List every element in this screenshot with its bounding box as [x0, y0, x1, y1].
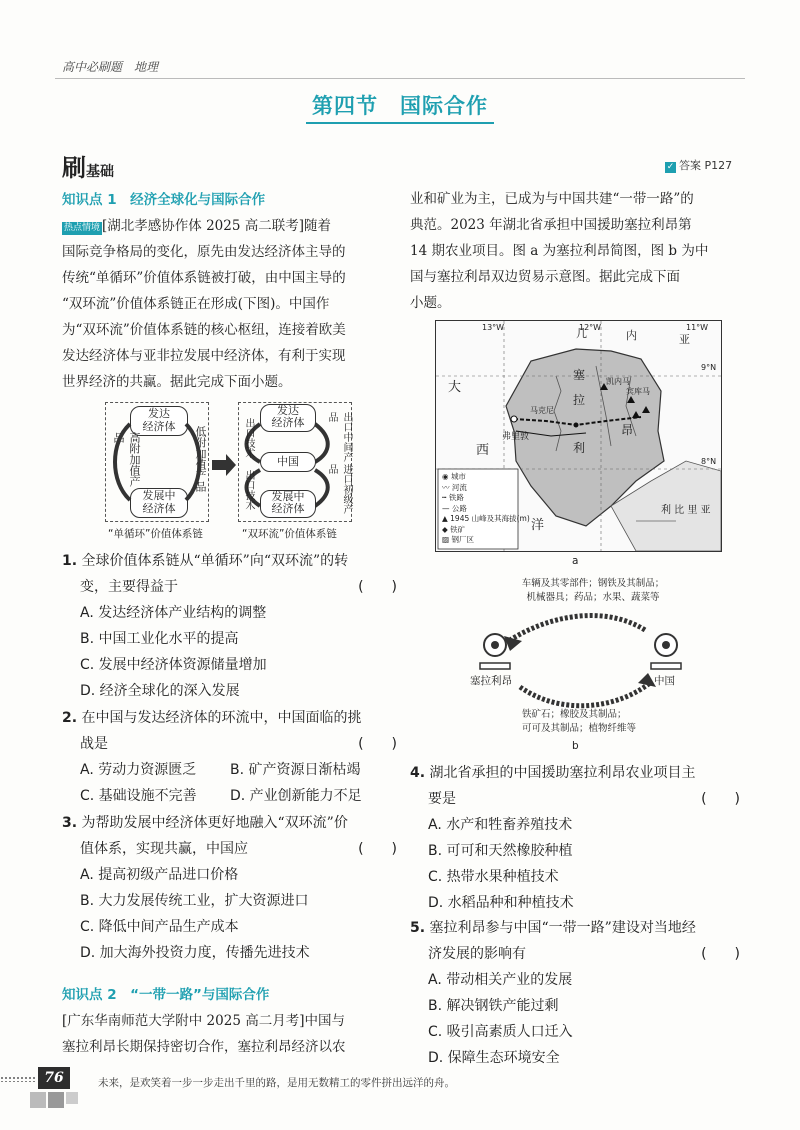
label-lon-13: 13°W	[482, 323, 505, 332]
context-2-left	[62, 1008, 397, 1060]
brand-label	[62, 148, 114, 183]
question-text: 济发展的影响有	[428, 946, 526, 962]
hot-context-tag: 热点情境	[64, 223, 101, 233]
label-guinea-1: 几	[576, 327, 587, 340]
label-low-value: 低附加值产品	[194, 426, 207, 492]
legend-iron: 铁矿	[450, 524, 466, 534]
option-d[interactable]: D. 经济全球化的深入发展	[80, 683, 240, 699]
question-2	[62, 705, 397, 757]
option-b[interactable]: B. 可可和天然橡胶种植	[428, 843, 573, 859]
label-bonthe: 宾库马	[626, 387, 650, 396]
question-4	[410, 760, 740, 812]
arrow-cn-to-sl	[510, 616, 645, 640]
brand-small: 基础	[86, 164, 114, 180]
footer-square	[48, 1092, 64, 1108]
label-lon-12: 12°W	[579, 323, 602, 332]
context-line: “双环流”价值体系链正在形成(下图)。中国作	[62, 296, 330, 312]
legend-steel: 钢厂区	[451, 535, 474, 544]
question-number: 4.	[410, 765, 426, 781]
goods-line: 铁矿石；橡胶及其制品；	[522, 709, 627, 720]
question-number: 2.	[62, 710, 78, 726]
label-makeni: 马克尼	[530, 406, 554, 415]
option-b[interactable]: B. 矿产资源日渐枯竭	[230, 762, 361, 778]
label-guinea-2: 内	[626, 329, 637, 342]
node-developed: 发达 经济体	[130, 406, 188, 436]
context-line: 发达经济体与亚非拉发展中经济体，有利于实现	[62, 348, 346, 364]
arrow-right-loop	[186, 424, 200, 500]
label-freetown: 弗里敦	[502, 432, 530, 442]
question-text: 湖北省承担的中国援助塞拉利昂农业项目主	[429, 765, 696, 781]
question-text: 变，主要得益于	[80, 579, 178, 595]
legend-city: 城市	[450, 472, 466, 481]
question-text: 值体系，实现共赢，中国应	[80, 841, 248, 857]
label-kenema: 凯内马	[606, 377, 630, 386]
answer-blank[interactable]: ( )	[358, 736, 397, 752]
legend-rail: 铁路	[448, 493, 464, 502]
q1-options	[80, 600, 267, 704]
label-lat-9: 9°N	[701, 363, 717, 372]
question-text: 为帮助发展中经济体更好地融入“双环流”价	[81, 815, 348, 831]
context-2-right	[410, 186, 745, 316]
page-number: 76	[38, 1067, 70, 1089]
value-chain-diagram	[100, 402, 355, 542]
context-line: 业和矿业为主，已成为与中国共建“一带一路”的	[410, 191, 694, 207]
node-sierra-leone: 塞拉利昂	[470, 675, 512, 687]
question-text: 在中国与发达经济体的环流中，中国面临的挑	[81, 710, 362, 726]
trade-diagram	[430, 575, 730, 745]
node-developing: 发展中 经济体	[130, 488, 188, 518]
option-c[interactable]: C. 热带水果种植技术	[428, 869, 559, 885]
footer-dots	[0, 1076, 36, 1082]
legend-road: 公路	[451, 503, 467, 513]
arrow-sl-to-cn	[520, 683, 650, 706]
option-c[interactable]: C. 降低中间产品生产成本	[80, 919, 239, 935]
context-line: 国与塞拉利昂双边贸易示意图。据此完成下面	[410, 269, 680, 285]
check-icon: ✓	[666, 162, 675, 172]
question-number: 3.	[62, 815, 78, 831]
arrow-left-loop	[115, 424, 130, 500]
option-d[interactable]: D. 水稻品种和种植技术	[428, 895, 574, 911]
option-a[interactable]: A. 劳动力资源匮乏	[80, 762, 197, 778]
section-title: 第四节 国际合作	[306, 90, 494, 124]
knowledge-point-1: 知识点 1 经济全球化与国际合作	[62, 192, 266, 208]
option-b[interactable]: B. 大力发展传统工业，扩大资源进口	[80, 893, 309, 909]
option-c[interactable]: C. 吸引高素质人口迁入	[428, 1024, 573, 1040]
label-import-primary: 进口初级产品	[326, 464, 352, 514]
question-number: 5.	[410, 920, 426, 936]
context-line: 塞拉利昂长期保持密切合作，塞拉利昂经济以农	[62, 1039, 346, 1055]
label-atlantic-2: 西	[476, 443, 490, 458]
context-line: 小题。	[410, 295, 451, 311]
knowledge-point-2: 知识点 2 “一带一路”与国际合作	[62, 987, 270, 1003]
context-line: 典范。2023 年湖北省承担中国援助塞拉利昂第	[410, 217, 692, 233]
q4-options	[428, 812, 574, 916]
q3-options	[80, 862, 310, 966]
label-sl-2: 拉	[573, 393, 586, 407]
option-a[interactable]: A. 发达经济体产业结构的调整	[80, 605, 267, 621]
question-text: 塞拉利昂参与中国“一带一路”建设对当地经	[429, 920, 696, 936]
context-line: [湖北孝感协作体 2025 高二联考]随着	[102, 218, 331, 234]
running-header: 高中必刷题 地理	[62, 60, 159, 74]
q5-options	[428, 967, 573, 1071]
answer-blank[interactable]: ( )	[358, 579, 397, 595]
option-a[interactable]: A. 提高初级产品进口价格	[80, 867, 239, 883]
option-c[interactable]: C. 发展中经济体资源储量增加	[80, 657, 267, 673]
context-line: 传统“单循环”价值体系链被打破，由中国主导的	[62, 270, 346, 286]
label-sl-4: 昂	[621, 423, 634, 437]
legend-peak: 1945 山峰及其海拔(m)	[450, 514, 530, 523]
footer-square	[66, 1092, 78, 1104]
answer-blank[interactable]: ( )	[701, 946, 740, 962]
label-atlantic-1: 大	[448, 380, 462, 395]
node-developed-2: 发达 经济体	[260, 404, 316, 432]
transition-arrow	[212, 454, 236, 476]
context-line: 国际竞争格局的变化，原先由发达经济体主导的	[62, 244, 346, 260]
option-a[interactable]: A. 带动相关产业的发展	[428, 972, 573, 988]
label-high-value: 高附加值产品	[112, 432, 141, 487]
header-divider	[55, 78, 745, 79]
exports-to-cn	[522, 708, 636, 736]
label-sl-1: 塞	[573, 368, 586, 382]
option-a[interactable]: A. 水产和牲畜养殖技术	[428, 817, 573, 833]
option-b[interactable]: B. 解决钢铁产能过剩	[428, 998, 559, 1014]
option-d[interactable]: D. 产业创新能力不足	[230, 788, 362, 804]
footer-motto: 未来，是欢笑着一步一步走出千里的路，是用无数精工的零件拼出远洋的舟。	[98, 1077, 455, 1089]
goods-line: 车辆及其零部件；钢铁及其制品；	[521, 578, 665, 589]
option-d[interactable]: D. 加大海外投资力度，传播先进技术	[80, 945, 310, 961]
trade-caption: b	[572, 740, 579, 752]
goods-line: 机械器具；药品；水果、蔬菜等	[526, 592, 660, 603]
map-caption: a	[572, 555, 579, 567]
context-1	[62, 213, 397, 395]
footer-square	[30, 1092, 46, 1108]
context-line: 为“双环流”价值体系链的核心枢纽，连接着欧美	[62, 322, 346, 338]
question-number: 1.	[62, 553, 78, 569]
node-developing-2: 发展中 经济体	[260, 490, 316, 518]
answer-ref-text: 答案 P127	[679, 159, 733, 172]
label-sl-3: 利	[573, 441, 586, 455]
label-export-intermediate: 出口中间产品	[326, 412, 352, 462]
answer-ref	[665, 157, 732, 173]
label-export-tech-2: 出口技术	[243, 470, 254, 510]
question-1	[62, 548, 397, 600]
map-legend: ◉ 城市 〰 河流 ┅ 铁路 — 公路 ▲ 1945 山峰及其海拔(m) ◆ 铁矿 ▨ 钢厂区	[442, 472, 530, 544]
question-5	[410, 915, 740, 967]
brand-big: 刷	[62, 154, 86, 182]
question-text: 要是	[428, 791, 456, 807]
label-liberia: 利 比 里 亚	[661, 505, 711, 516]
sierra-leone-map	[435, 320, 722, 552]
answer-blank[interactable]: ( )	[358, 841, 397, 857]
label-lat-8: 8°N	[701, 457, 717, 466]
label-export-tech-1: 出口技术	[243, 418, 254, 458]
question-text: 战是	[80, 736, 108, 752]
label-atlantic-3: 洋	[531, 518, 545, 533]
q2-options	[80, 757, 400, 809]
context-line: [广东华南师范大学附中 2025 高二月考]中国与	[62, 1013, 345, 1029]
label-lon-11: 11°W	[686, 323, 709, 332]
option-d[interactable]: D. 保障生态环境安全	[428, 1050, 560, 1066]
node-china: 中国	[260, 452, 316, 472]
question-3	[62, 810, 397, 862]
question-text: 全球价值体系链从“单循环”向“双环流”的转	[81, 553, 349, 569]
legend-river: 河流	[451, 482, 467, 492]
context-line: 世界经济的共赢。据此完成下面小题。	[62, 374, 292, 390]
context-line: 14 期农业项目。图 a 为塞拉利昂简图，图 b 为中	[410, 243, 709, 259]
option-b[interactable]: B. 中国工业化水平的提高	[80, 631, 239, 647]
option-c[interactable]: C. 基础设施不完善	[80, 788, 197, 804]
node-china: 中国	[654, 675, 675, 687]
answer-blank[interactable]: ( )	[701, 791, 740, 807]
goods-line: 可可及其制品；植物纤维等	[522, 723, 637, 734]
context-1-line	[62, 213, 397, 239]
section-title-wrap	[0, 90, 800, 124]
caption-single-loop: “单循环”价值体系链	[108, 528, 203, 540]
label-guinea-3: 亚	[679, 333, 690, 346]
caption-double-loop: “双环流”价值体系链	[242, 528, 337, 540]
